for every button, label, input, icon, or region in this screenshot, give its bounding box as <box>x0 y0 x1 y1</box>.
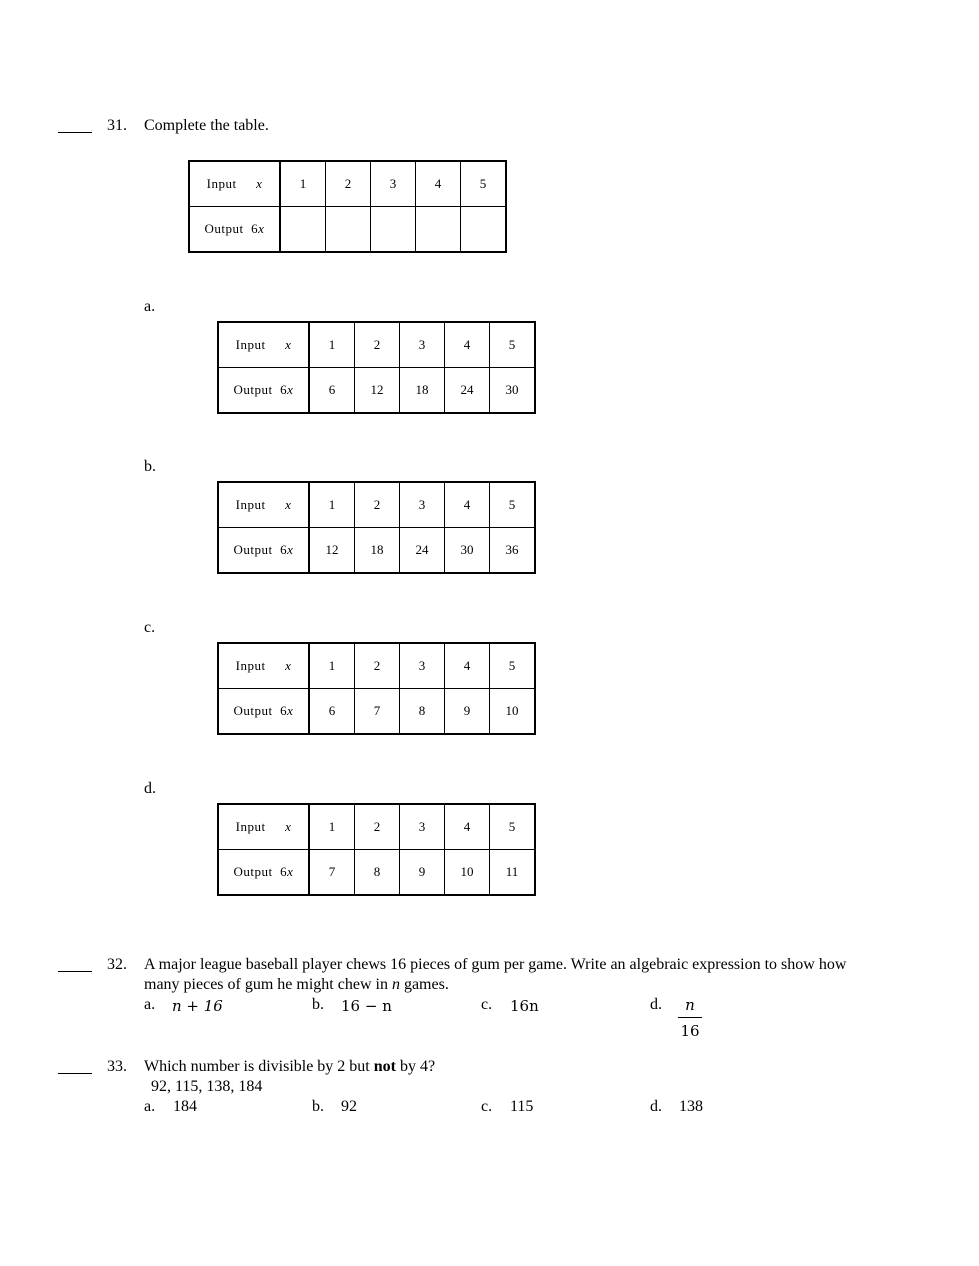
table-cell: 6 <box>309 368 355 414</box>
table-cell: 4 <box>445 804 490 850</box>
question-number-31: 31. <box>107 117 127 134</box>
input-label: Input <box>235 497 266 512</box>
table-cell: 9 <box>445 689 490 735</box>
table-cell: 12 <box>309 528 355 574</box>
table-cell-empty[interactable] <box>326 207 371 253</box>
table-cell-empty[interactable] <box>461 207 507 253</box>
table-cell: 1 <box>309 322 355 368</box>
question-number-32: 32. <box>107 956 127 973</box>
table-cell: 7 <box>309 850 355 896</box>
table-cell-empty[interactable] <box>280 207 326 253</box>
table-row-output <box>218 368 535 414</box>
table-row-input <box>218 804 535 850</box>
choice-b-expr[interactable]: 16 − n <box>341 997 392 1015</box>
input-var: x <box>285 497 292 512</box>
input-var: x <box>256 176 263 191</box>
output-expr: 6x <box>280 382 294 397</box>
table-cell: 5 <box>490 482 536 528</box>
table-cell: 3 <box>400 643 445 689</box>
input-header <box>218 322 309 368</box>
table-cell-empty[interactable] <box>371 207 416 253</box>
question-number-33: 33. <box>107 1058 127 1075</box>
table-row-input <box>218 643 535 689</box>
table-row-input <box>218 482 535 528</box>
output-label: Output <box>233 382 273 397</box>
table-cell: 10 <box>445 850 490 896</box>
fraction-numerator: n <box>678 996 702 1018</box>
table-cell: 9 <box>400 850 445 896</box>
output-label: Output <box>233 703 273 718</box>
question-prompt-32-line2: many pieces of gum he might chew in n games. <box>144 976 449 993</box>
choice-d-value[interactable]: 138 <box>679 1098 703 1115</box>
choice-b-value[interactable]: 92 <box>341 1098 357 1115</box>
table-row-output <box>218 528 535 574</box>
choice-d-fraction[interactable] <box>678 996 702 1040</box>
output-label: Output <box>204 221 244 236</box>
output-expr: 6x <box>251 221 265 236</box>
input-label: Input <box>206 176 237 191</box>
output-label: Output <box>233 864 273 879</box>
choice-d-letter[interactable]: d. <box>144 780 156 797</box>
table-cell: 2 <box>355 643 400 689</box>
table-row-output <box>189 207 506 253</box>
output-header <box>218 368 309 414</box>
table-cell: 2 <box>355 322 400 368</box>
output-header <box>218 689 309 735</box>
output-expr: 6x <box>280 703 294 718</box>
question-prompt-32-line1: A major league baseball player chews 16 pieces of gum per game. Write an algebraic expression to show how <box>144 956 847 973</box>
output-label: Output <box>233 542 273 557</box>
input-label: Input <box>235 819 266 834</box>
input-label: Input <box>235 658 266 673</box>
table-cell: 4 <box>445 482 490 528</box>
table-cell: 1 <box>309 643 355 689</box>
table-cell: 18 <box>355 528 400 574</box>
table-cell: 5 <box>490 804 536 850</box>
table-cell: 1 <box>280 161 326 207</box>
table-cell: 5 <box>461 161 507 207</box>
output-header <box>189 207 280 253</box>
input-header <box>218 643 309 689</box>
choice-c-letter[interactable]: c. <box>481 996 493 1013</box>
table-cell: 8 <box>355 850 400 896</box>
answer-blank-33[interactable] <box>58 1057 92 1074</box>
table-cell-empty[interactable] <box>416 207 461 253</box>
table-cell: 3 <box>400 322 445 368</box>
choice-d-letter[interactable]: d. <box>650 996 662 1013</box>
choice-b-letter[interactable]: b. <box>312 1098 324 1115</box>
choice-d-letter[interactable]: d. <box>650 1098 662 1115</box>
choice-c-value[interactable]: 115 <box>510 1098 534 1115</box>
output-header <box>218 850 309 896</box>
choice-c-expr[interactable]: 16n <box>510 997 539 1015</box>
table-cell: 2 <box>326 161 371 207</box>
choice-a-letter[interactable]: a. <box>144 996 156 1013</box>
table-row-input <box>218 322 535 368</box>
output-expr: 6x <box>280 542 294 557</box>
input-var: x <box>285 337 292 352</box>
table-cell: 2 <box>355 804 400 850</box>
table-cell: 30 <box>445 528 490 574</box>
input-header <box>189 161 280 207</box>
table-cell: 2 <box>355 482 400 528</box>
choice-c-letter[interactable]: c. <box>481 1098 493 1115</box>
input-header <box>218 482 309 528</box>
table-cell: 7 <box>355 689 400 735</box>
table-cell: 1 <box>309 804 355 850</box>
table-cell: 5 <box>490 643 536 689</box>
choice-a-letter[interactable]: a. <box>144 298 156 315</box>
choice-c-letter[interactable]: c. <box>144 619 156 636</box>
choice-a-table[interactable] <box>217 321 536 414</box>
output-expr: 6x <box>280 864 294 879</box>
input-var: x <box>285 658 292 673</box>
table-row-input <box>189 161 506 207</box>
number-list: 92, 115, 138, 184 <box>151 1078 263 1095</box>
table-row-output <box>218 689 535 735</box>
table-cell: 3 <box>371 161 416 207</box>
output-header <box>218 528 309 574</box>
table-cell: 12 <box>355 368 400 414</box>
choice-d-table[interactable] <box>217 803 536 896</box>
table-cell: 30 <box>490 368 536 414</box>
table-cell: 10 <box>490 689 536 735</box>
input-var: x <box>285 819 292 834</box>
input-label: Input <box>235 337 266 352</box>
input-header <box>218 804 309 850</box>
table-cell: 36 <box>490 528 536 574</box>
table-cell: 18 <box>400 368 445 414</box>
fraction-denominator: 16 <box>680 1022 700 1040</box>
choice-a-letter[interactable]: a. <box>144 1098 156 1115</box>
table-cell: 5 <box>490 322 536 368</box>
table-cell: 8 <box>400 689 445 735</box>
table-cell: 4 <box>445 322 490 368</box>
choice-b-letter[interactable]: b. <box>144 458 156 475</box>
choice-c-table[interactable] <box>217 642 536 735</box>
table-cell: 24 <box>400 528 445 574</box>
table-cell: 4 <box>445 643 490 689</box>
choice-a-value[interactable]: 184 <box>173 1098 197 1115</box>
question-prompt-31: Complete the table. <box>144 117 269 134</box>
table-cell: 4 <box>416 161 461 207</box>
table-row-output <box>218 850 535 896</box>
table-cell: 6 <box>309 689 355 735</box>
choice-b-table[interactable] <box>217 481 536 574</box>
answer-blank-31[interactable] <box>58 116 92 133</box>
question-prompt-33: Which number is divisible by 2 but not by 4? <box>144 1058 436 1075</box>
table-cell: 3 <box>400 482 445 528</box>
table-cell: 1 <box>309 482 355 528</box>
table-q31 <box>188 160 507 253</box>
table-cell: 24 <box>445 368 490 414</box>
answer-blank-32[interactable] <box>58 955 92 972</box>
table-cell: 3 <box>400 804 445 850</box>
table-cell: 11 <box>490 850 536 896</box>
choice-b-letter[interactable]: b. <box>312 996 324 1013</box>
choice-a-expr[interactable]: n + 16 <box>172 997 223 1015</box>
